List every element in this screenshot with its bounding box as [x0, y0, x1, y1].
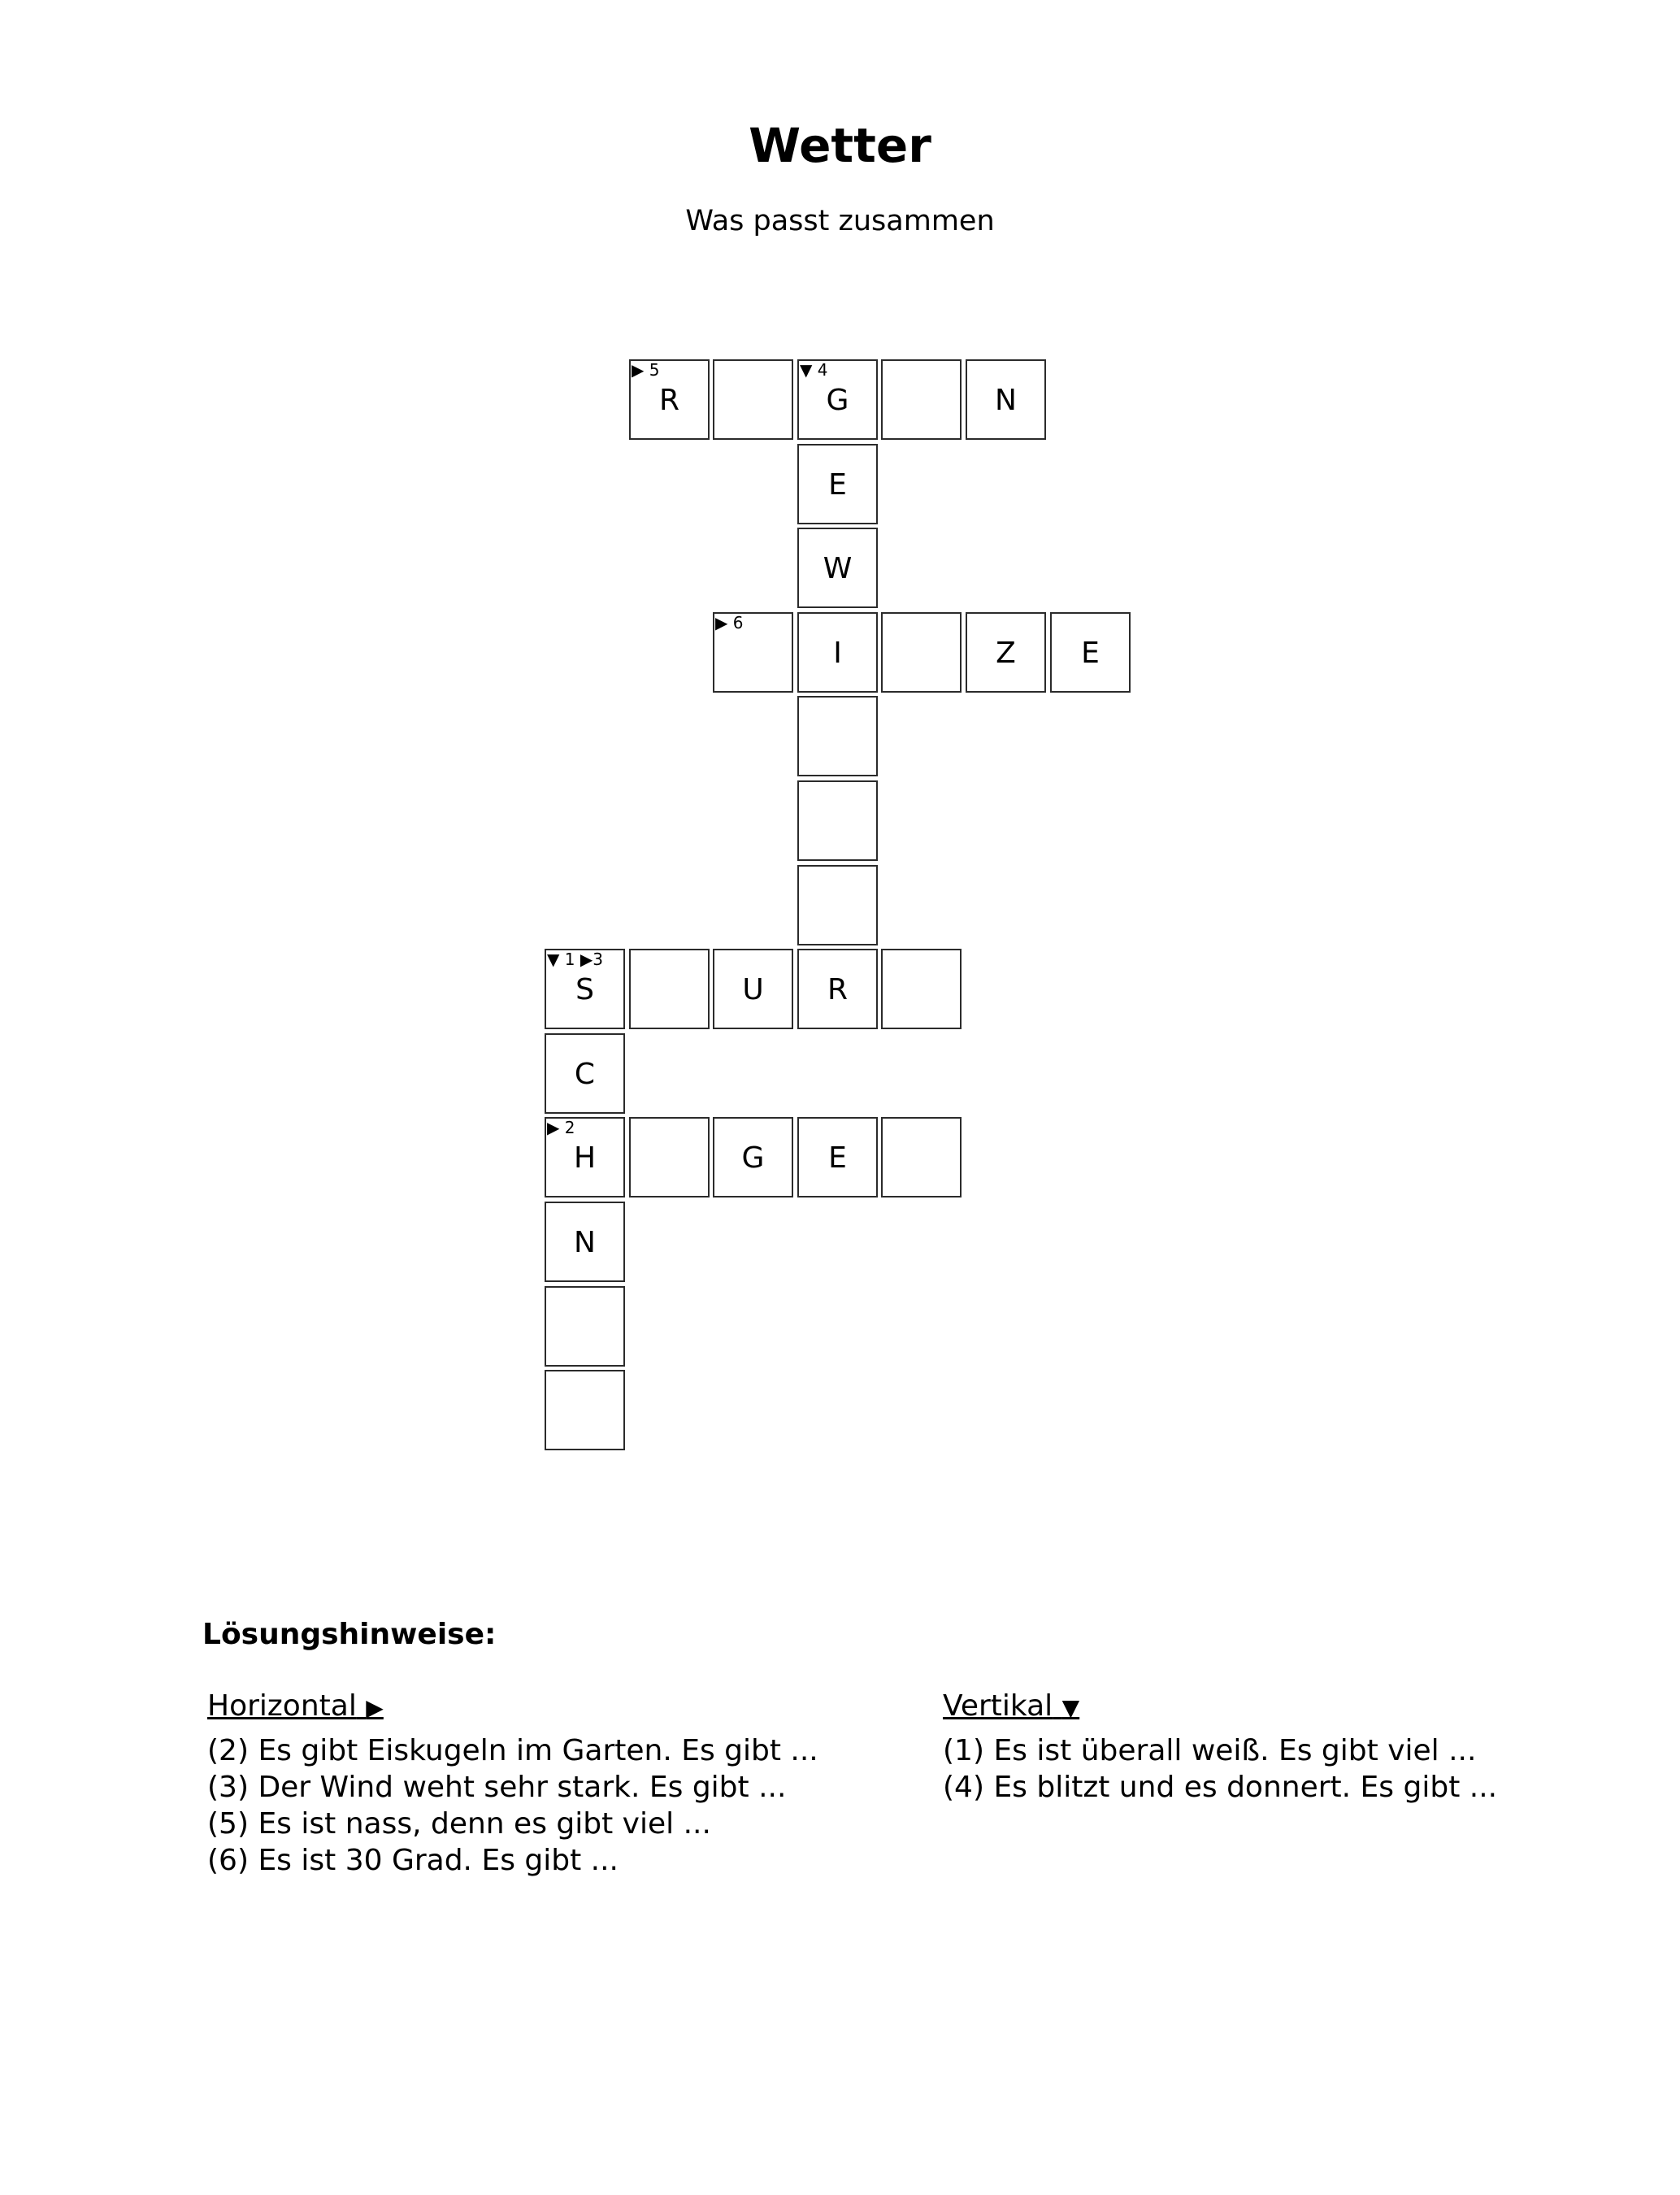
- vertical-clue-item: (1) Es ist überall weiß. Es gibt viel ...: [943, 1734, 1477, 1767]
- cell-letter: E: [828, 1141, 847, 1175]
- crossword-cell[interactable]: [797, 1117, 878, 1197]
- crossword-cell[interactable]: [1050, 612, 1131, 693]
- page-subtitle: Was passt zusammen: [685, 205, 995, 237]
- hints-heading: Lösungshinweise:: [202, 1618, 497, 1651]
- crossword-cell[interactable]: [713, 359, 793, 440]
- crossword-cell[interactable]: [881, 949, 962, 1029]
- horizontal-clue-item: (5) Es ist nass, denn es gibt viel ...: [207, 1807, 711, 1841]
- clue-number: ▶ 2: [547, 1118, 575, 1137]
- cell-letter: E: [1081, 637, 1100, 670]
- crossword-cell[interactable]: [545, 1202, 625, 1282]
- vertical-clues: [943, 1689, 1497, 1806]
- crossword-cell[interactable]: [545, 1117, 625, 1197]
- clue-number: ▶ 6: [715, 613, 744, 632]
- vertical-label: Vertikal: [943, 1689, 1053, 1723]
- crossword-cell[interactable]: [881, 359, 962, 440]
- cell-letter: R: [658, 384, 679, 417]
- crossword-cell[interactable]: [545, 1370, 625, 1450]
- cell-letter: R: [827, 973, 848, 1006]
- horizontal-label: Horizontal: [207, 1689, 357, 1723]
- down-arrow-icon: ▼: [1061, 1694, 1080, 1721]
- cell-letter: Z: [996, 637, 1016, 670]
- crossword-cell[interactable]: [797, 612, 878, 693]
- crossword-cell[interactable]: [797, 444, 878, 524]
- crossword-cell[interactable]: [629, 949, 710, 1029]
- crossword-cell[interactable]: [797, 865, 878, 945]
- crossword-cell[interactable]: [713, 612, 793, 693]
- crossword-cell[interactable]: [881, 612, 962, 693]
- clue-number: ▼ 4: [800, 360, 828, 380]
- clue-number: ▶ 5: [632, 360, 660, 380]
- crossword-cell[interactable]: [629, 1117, 710, 1197]
- crossword-cell[interactable]: [713, 1117, 793, 1197]
- cell-letter: S: [575, 973, 594, 1006]
- cell-letter: C: [574, 1058, 596, 1091]
- cell-letter: G: [826, 384, 849, 417]
- clue-number: ▼ 1 ▶3: [547, 950, 603, 969]
- crossword-cell[interactable]: [797, 780, 878, 861]
- page-title: Wetter: [749, 118, 931, 173]
- crossword-cell[interactable]: [713, 949, 793, 1029]
- right-arrow-icon: ▶: [366, 1694, 384, 1721]
- vertical-heading: [943, 1689, 1079, 1723]
- horizontal-clue-item: (6) Es ist 30 Grad. Es gibt ...: [207, 1844, 619, 1877]
- crossword-cell[interactable]: [629, 359, 710, 440]
- crossword-cell[interactable]: [545, 1033, 625, 1114]
- crossword-cell[interactable]: [966, 612, 1046, 693]
- cell-letter: G: [741, 1141, 765, 1175]
- cell-letter: N: [574, 1226, 596, 1259]
- vertical-clue-item: (4) Es blitzt und es donnert. Es gibt ...: [943, 1771, 1498, 1804]
- cell-letter: H: [573, 1141, 597, 1175]
- cell-letter: I: [833, 637, 842, 670]
- crossword-cell[interactable]: [797, 949, 878, 1029]
- horizontal-clue-item: (2) Es gibt Eiskugeln im Garten. Es gibt ...: [207, 1734, 818, 1767]
- horizontal-heading: [207, 1689, 384, 1723]
- crossword-cell[interactable]: [545, 949, 625, 1029]
- cell-letter: N: [995, 384, 1017, 417]
- cell-letter: W: [823, 552, 853, 585]
- cell-letter: E: [828, 468, 847, 502]
- cell-letter: U: [742, 973, 764, 1006]
- crossword-cell[interactable]: [797, 359, 878, 440]
- crossword-cell[interactable]: [797, 528, 878, 608]
- horizontal-clue-item: (3) Der Wind weht sehr stark. Es gibt ...: [207, 1771, 787, 1804]
- crossword-cell[interactable]: [545, 1286, 625, 1367]
- crossword-cell[interactable]: [881, 1117, 962, 1197]
- crossword-cell[interactable]: [797, 696, 878, 776]
- crossword-cell[interactable]: [966, 359, 1046, 440]
- horizontal-clues: [207, 1689, 818, 1879]
